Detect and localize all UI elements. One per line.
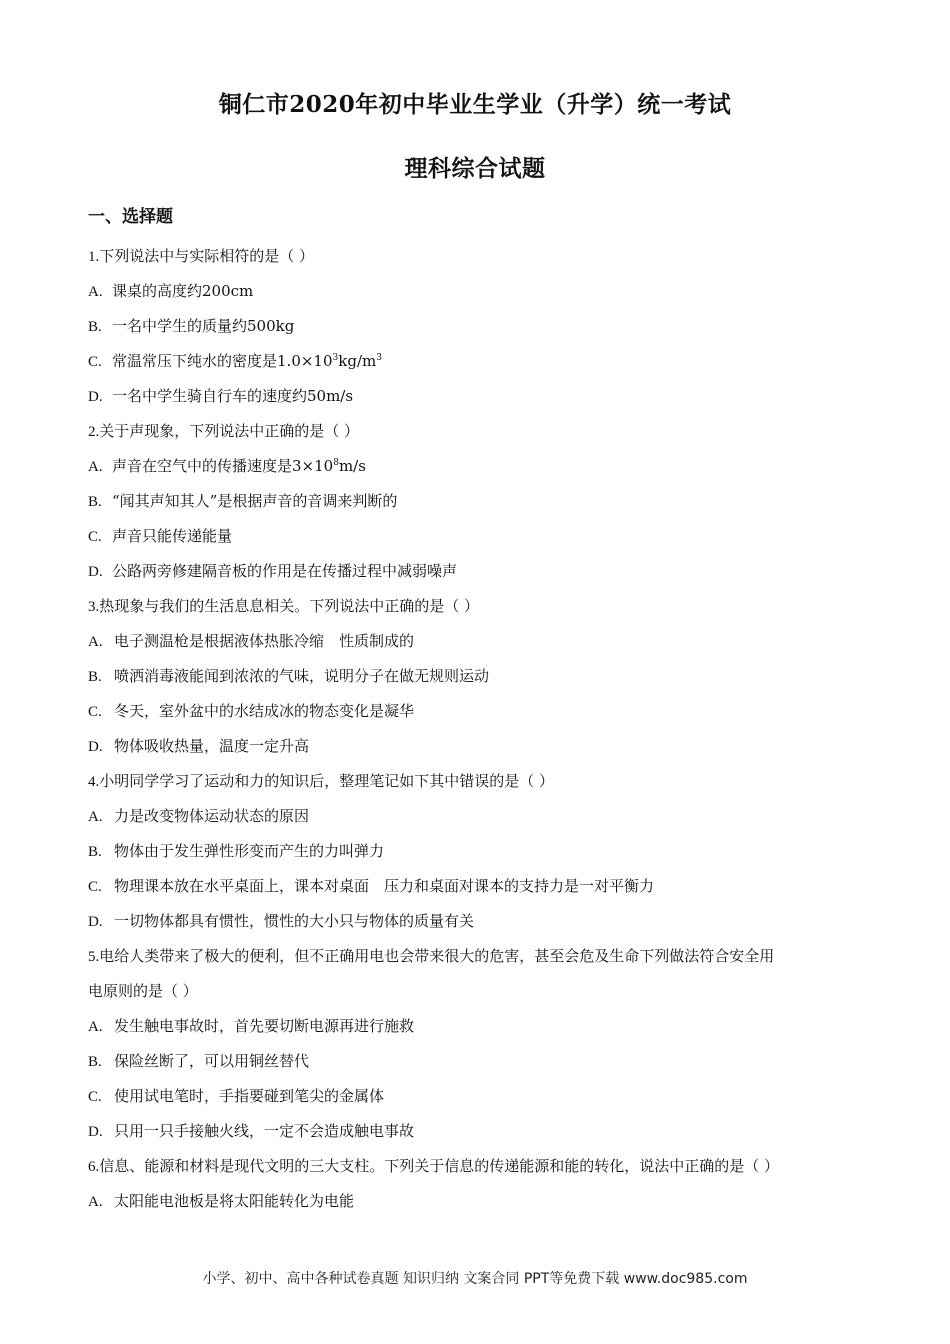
option-text: 使用试电笔时，手指要碰到笔尖的金属体: [114, 1087, 385, 1105]
question-stem-continued: 电原则的是（ ）: [88, 982, 198, 1000]
option-text: 保险丝断了，可以用铜丝替代: [114, 1052, 310, 1070]
footer-download-link[interactable]: 小学、初中、高中各种试卷真题 知识归纳 文案合同 PPT等免费下载 www.doc985.com: [202, 1271, 748, 1287]
option-text: 公路两旁修建隔音板的作用是在传播过程中减弱噪声: [112, 562, 458, 580]
exponent: 3: [376, 353, 382, 363]
question-stem: 信息、能源和材料是现代文明的三大支柱。下列关于信息的传递能源和能的转化，说法中正确的是（ ）: [99, 1157, 780, 1175]
option-label: A.: [88, 809, 103, 825]
q1-option-d: [88, 379, 868, 414]
q4-option-c: [88, 869, 868, 904]
option-label: A.: [88, 1019, 103, 1035]
q3-option-b: [88, 659, 868, 694]
question-6: [88, 1149, 868, 1184]
option-label: D.: [88, 389, 103, 405]
exponent: 3: [332, 353, 339, 363]
option-text-unit: kg/m: [338, 352, 377, 370]
option-text: 发生触电事故时，首先要切断电源再进行施救: [114, 1017, 415, 1035]
question-stem: 小明同学学习了运动和力的知识后，整理笔记如下其中错误的是（ ）: [99, 772, 555, 790]
option-text-unit: m/s: [338, 457, 366, 475]
question-4: [88, 764, 868, 799]
q4-option-a: [88, 799, 868, 834]
option-label: C.: [88, 354, 102, 370]
q1-option-c: [88, 344, 868, 379]
section-heading: 一、选择题: [88, 207, 173, 227]
q5-option-c: [88, 1079, 868, 1114]
question-stem: 热现象与我们的生活息息相关。下列说法中正确的是（ ）: [99, 597, 480, 615]
option-label: D.: [88, 914, 103, 930]
option-text: 物体由于发生弹性形变而产生的力叫弹力: [114, 842, 385, 860]
option-text: 太阳能电池板是将太阳能转化为电能: [114, 1192, 355, 1210]
option-text-pre: 声音在空气中的传播速度是3×10: [112, 457, 334, 475]
option-label: C.: [88, 704, 102, 720]
question-1: [88, 239, 868, 274]
option-label: D.: [88, 1124, 103, 1140]
option-label: D.: [88, 739, 103, 755]
exam-title: 铜仁市2020年初中毕业生学业（升学）统一考试: [218, 91, 732, 118]
option-text: 物理课本放在水平桌面上，课本对桌面 压力和桌面对课本的支持力是一对平衡力: [114, 877, 655, 895]
question-3: [88, 589, 868, 624]
option-label: B.: [88, 669, 102, 685]
option-text: 课桌的高度约200cm: [112, 282, 254, 300]
q2-option-a: [88, 449, 868, 484]
q2-option-c: [88, 519, 868, 554]
q6-option-a: [88, 1184, 868, 1219]
q4-option-d: [88, 904, 868, 939]
option-label: B.: [88, 494, 102, 510]
question-5-continued: [88, 974, 868, 1009]
option-text: 只用一只手接触火线，一定不会造成触电事故: [114, 1122, 415, 1140]
option-label: B.: [88, 319, 102, 335]
exam-content: [88, 204, 868, 1219]
option-label: C.: [88, 879, 102, 895]
option-text: 物体吸收热量，温度一定升高: [114, 737, 310, 755]
option-text: 一切物体都具有惯性，惯性的大小只与物体的质量有关: [114, 912, 475, 930]
option-text-pre: 常温常压下纯水的密度是1.0×10: [112, 352, 333, 370]
q3-option-a: [88, 624, 868, 659]
q3-option-d: [88, 729, 868, 764]
question-number: 5.: [88, 949, 100, 965]
q5-option-a: [88, 1009, 868, 1044]
question-stem: 关于声现象，下列说法中正确的是（ ）: [99, 422, 360, 440]
question-stem: 下列说法中与实际相符的是（ ）: [99, 247, 315, 265]
question-stem: 电给人类带来了极大的便利，但不正确用电也会带来很大的危害，甚至会危及生命下列做法符合安全用: [99, 947, 775, 965]
option-text: 冬天，室外盆中的水结成冰的物态变化是凝华: [114, 702, 415, 720]
question-number: 2.: [88, 424, 100, 440]
q1-option-a: [88, 274, 868, 309]
question-number: 4.: [88, 774, 100, 790]
q4-option-b: [88, 834, 868, 869]
option-label: B.: [88, 844, 102, 860]
question-2: [88, 414, 868, 449]
question-5: [88, 939, 868, 974]
q5-option-b: [88, 1044, 868, 1079]
question-number: 3.: [88, 599, 100, 615]
option-text: “闻其声知其人”是根据声音的音调来判断的: [112, 492, 398, 510]
option-text: 声音只能传递能量: [112, 527, 233, 545]
option-text: 一名中学生的质量约500kg: [112, 317, 295, 335]
option-label: C.: [88, 529, 102, 545]
option-label: A.: [88, 1194, 103, 1210]
option-text: 电子测温枪是根据液体热胀冷缩 性质制成的: [114, 632, 415, 650]
option-label: C.: [88, 1089, 102, 1105]
q2-option-b: [88, 484, 868, 519]
exam-subtitle: 理科综合试题: [404, 155, 546, 182]
exponent: 8: [333, 458, 339, 468]
q2-option-d: [88, 554, 868, 589]
option-text: 喷洒消毒液能闻到浓浓的气味，说明分子在做无规则运动: [114, 667, 490, 685]
option-text: 一名中学生骑自行车的速度约50m/s: [112, 387, 354, 405]
q3-option-c: [88, 694, 868, 729]
question-number: 6.: [88, 1159, 100, 1175]
option-text: 力是改变物体运动状态的原因: [114, 807, 310, 825]
option-label: D.: [88, 564, 103, 580]
option-label: B.: [88, 1054, 102, 1070]
q5-option-d: [88, 1114, 868, 1149]
question-number: 1.: [88, 249, 100, 265]
option-label: A.: [88, 634, 103, 650]
q1-option-b: [88, 309, 868, 344]
option-label: A.: [88, 459, 103, 475]
option-label: A.: [88, 284, 103, 300]
